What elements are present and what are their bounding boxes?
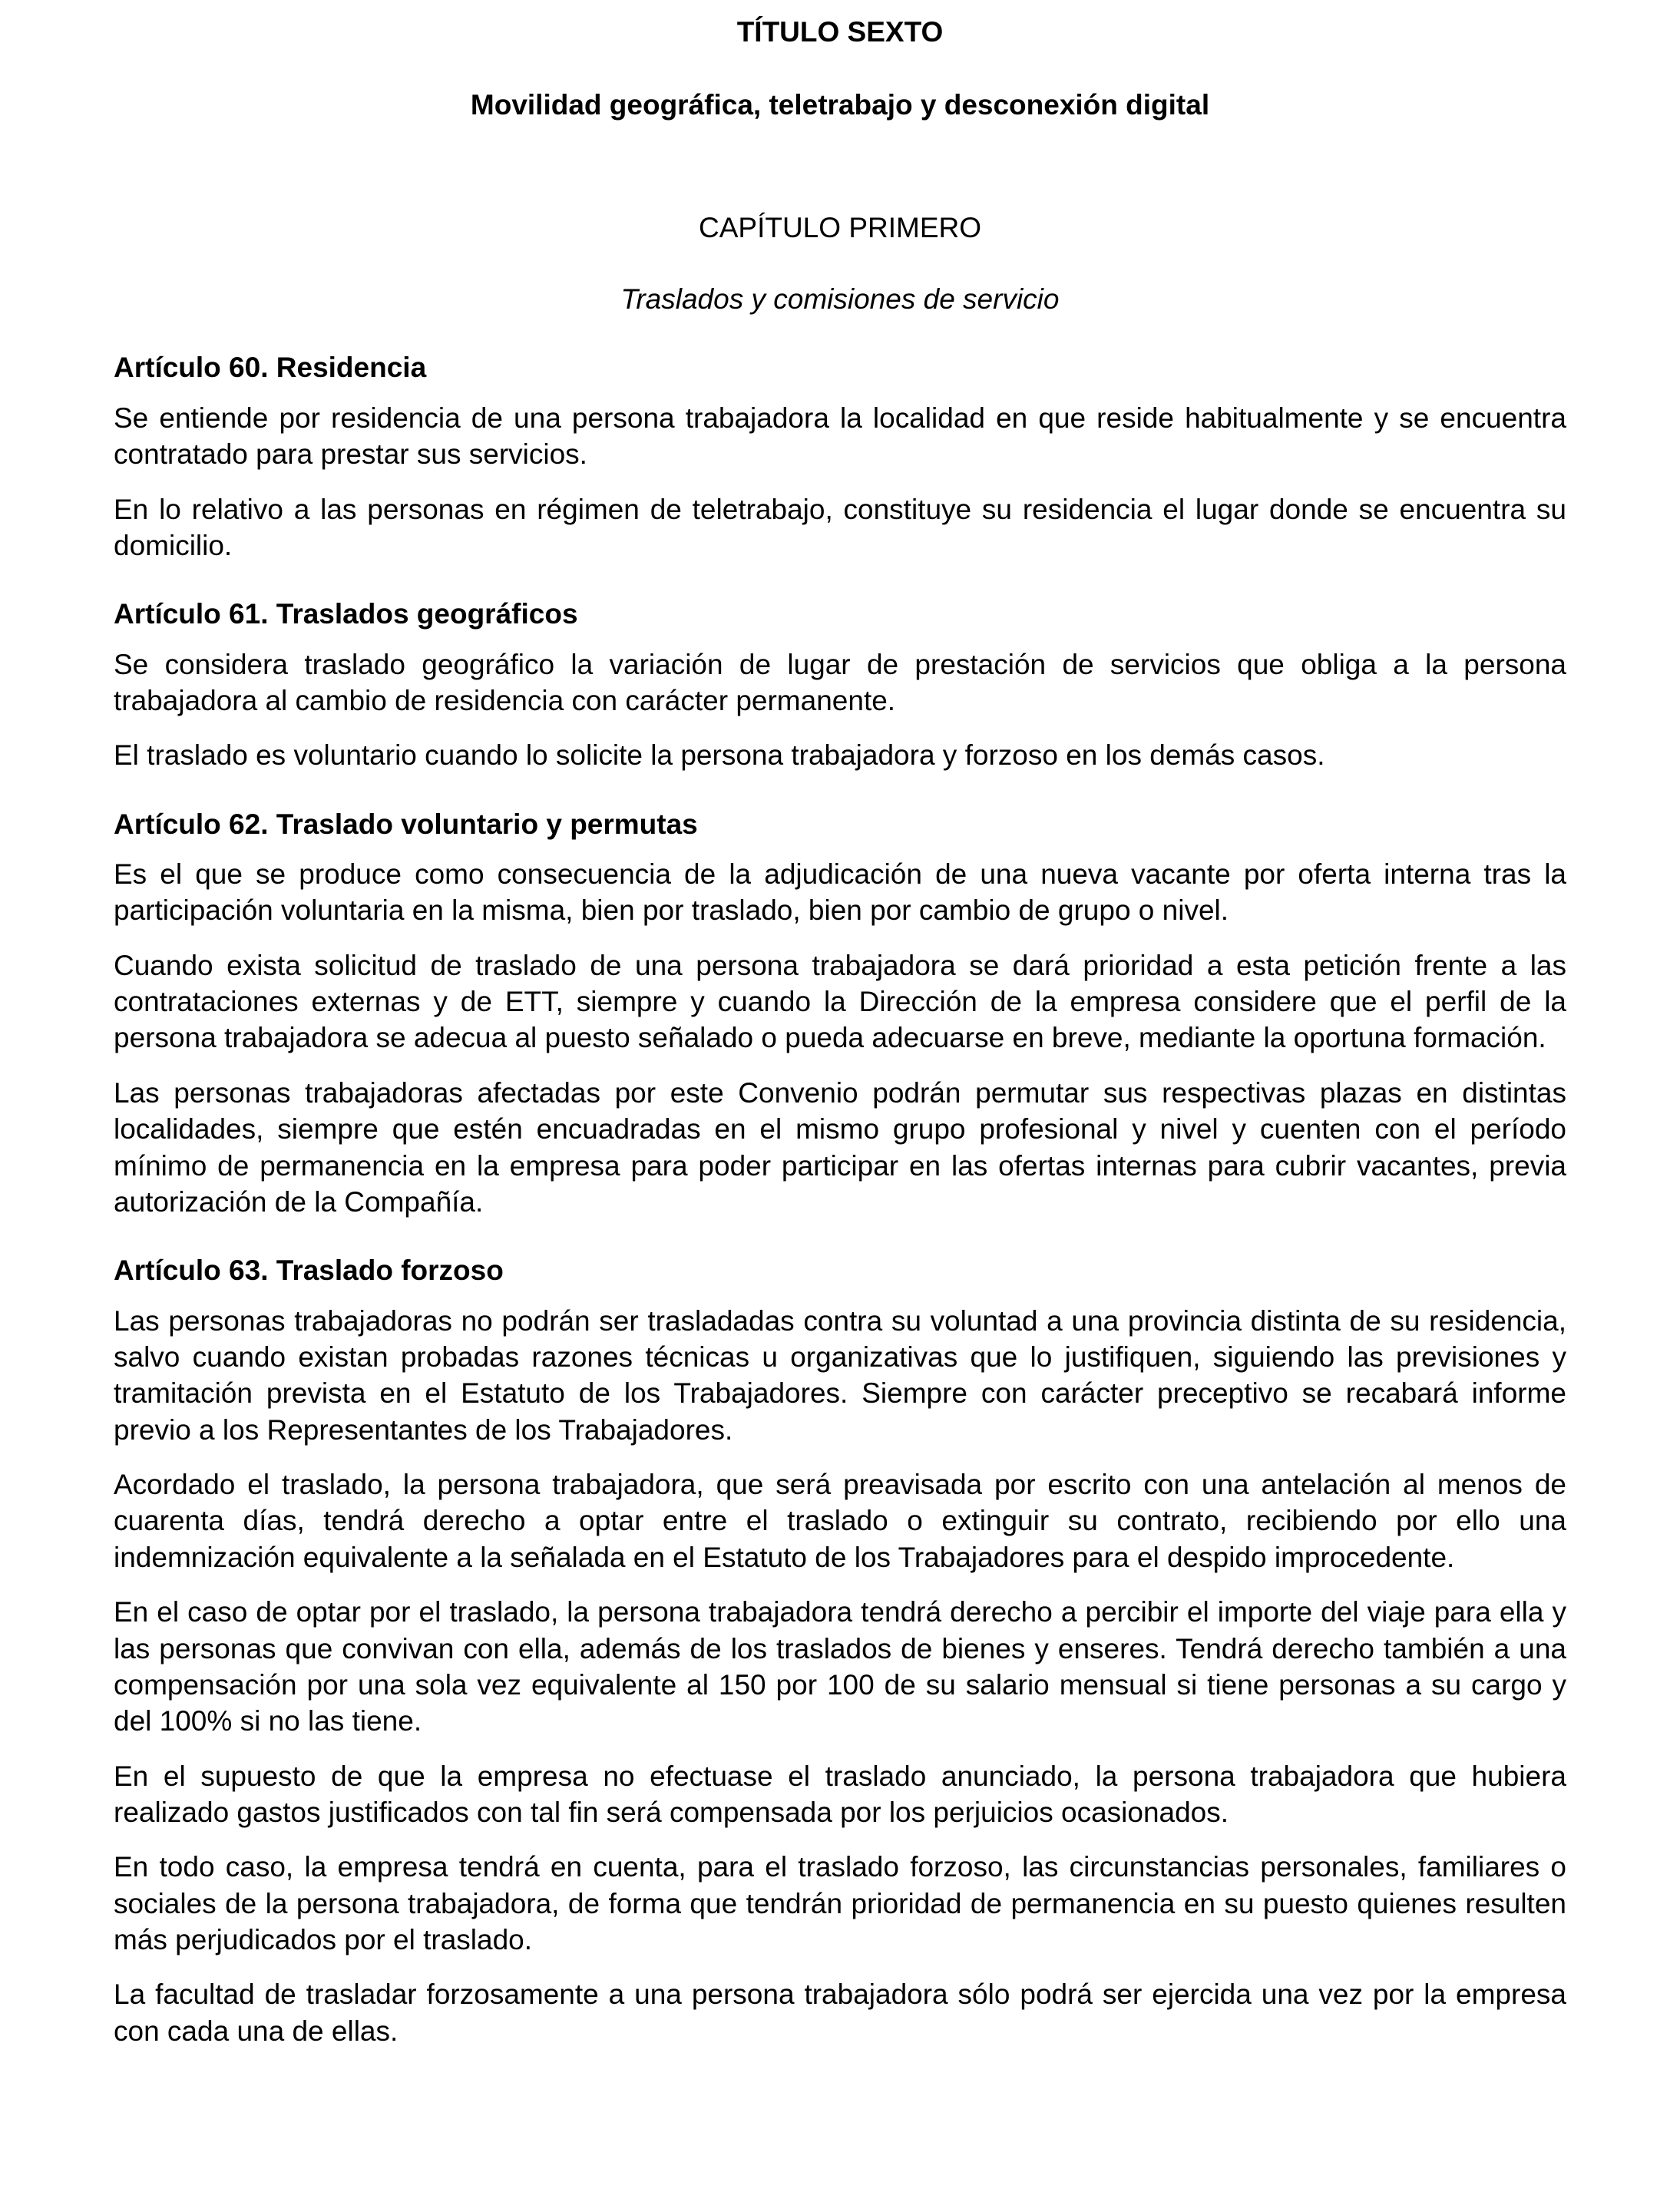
article-63-paragraph-2: Acordado el traslado, la persona trabajadora, que será preavisada por escrito con una antelación al menos de cuarenta días, tendrá derecho a optar entre el traslado o extinguir su contrato, recibiendo por ello una indemnización equivalente a la señalada en el Estatuto de los Trabajadores para el despido improcedente. (114, 1469, 1566, 1573)
article-60 (114, 349, 1566, 564)
chapter-heading: CAPÍTULO PRIMERO (699, 211, 981, 243)
article-63-paragraph-3: En el caso de optar por el traslado, la persona trabajadora tendrá derecho a percibir el importe del viaje para ella y las personas que convivan con ella, además de los traslados de bienes y enseres. Tendrá derecho también a una compensación por una sola vez equivalente al 150 por 100 de su salario mensual si tiene personas a su cargo y del 100% si no las tiene. (114, 1596, 1566, 1737)
article-60-heading: Artículo 60. Residencia (114, 352, 427, 384)
article-60-paragraph-2: En lo relativo a las personas en régimen de teletrabajo, constituye su residencia el lugar donde se encuentra su domicilio. (114, 493, 1566, 561)
article-62-paragraph-2: Cuando exista solicitud de traslado de una persona trabajadora se dará prioridad a esta petición frente a las contrataciones externas y de ETT, siempre y cuando la Dirección de la empresa considere que el perfil de la persona trabajadora se adecua al puesto señalado o pueda adecuarse en breve, mediante la oportuna formación. (114, 949, 1566, 1054)
article-63-paragraph-6: La facultad de trasladar forzosamente a una persona trabajadora sólo podrá ser ejercida una vez por la empresa con cada una de ellas. (114, 1979, 1566, 2047)
article-61-paragraph-2: El traslado es voluntario cuando lo solicite la persona trabajadora y forzoso en los demás casos. (114, 739, 1325, 772)
document-subtitle: Movilidad geográfica, teletrabajo y desconexión digital (470, 89, 1210, 121)
article-63-paragraph-1: Las personas trabajadoras no podrán ser trasladadas contra su voluntad a una provincia distinta de su residencia, salvo cuando existan probadas razones técnicas u organizativas que lo justifiquen, siguiendo las previsiones y tramitación prevista en el Estatuto de los Trabajadores. Siempre con carácter preceptivo se recabará informe previo a los Representantes de los Trabajadores. (114, 1304, 1566, 1446)
article-63 (114, 1252, 1566, 2049)
article-63-heading: Artículo 63. Traslado forzoso (114, 1255, 504, 1287)
article-60-paragraph-1: Se entiende por residencia de una persona trabajadora la localidad en que reside habitualmente y se encuentra contratado para prestar sus servicios. (114, 402, 1566, 471)
article-63-paragraph-5: En todo caso, la empresa tendrá en cuenta, para el traslado forzoso, las circunstancias personales, familiares o sociales de la persona trabajadora, de forma que tendrán prioridad de permanencia en su puesto quienes resulten más perjudicados por el traslado. (114, 1851, 1566, 1956)
article-61-heading: Artículo 61. Traslados geográficos (114, 598, 578, 630)
article-63-paragraph-4: En el supuesto de que la empresa no efectuase el traslado anunciado, la persona trabajadora que hubiera realizado gastos justificados con tal fin será compensada por los perjuicios ocasionados. (114, 1760, 1566, 1828)
document-title: TÍTULO SEXTO (736, 16, 944, 48)
article-62-heading: Artículo 62. Traslado voluntario y permutas (114, 808, 698, 840)
article-62-paragraph-1: Es el que se produce como consecuencia de la adjudicación de una nueva vacante por oferta interna tras la participación voluntaria en la misma, bien por traslado, bien por cambio de grupo o nivel. (114, 858, 1566, 927)
article-62 (114, 806, 1566, 1221)
document-header (114, 14, 1566, 317)
article-62-paragraph-3: Las personas trabajadoras afectadas por este Convenio podrán permutar sus respectivas plazas en distintas localidades, siempre que estén encuadradas en el mismo grupo profesional y nivel y cuenten con el período mínimo de permanencia en la empresa para poder participar en las ofertas internas para cubrir vacantes, previa autorización de la Compañía. (114, 1076, 1566, 1218)
article-61-paragraph-1: Se considera traslado geográfico la variación de lugar de prestación de servicios que obliga a la persona trabajadora al cambio de residencia con carácter permanente. (114, 648, 1566, 716)
chapter-subheading: Traslados y comisiones de servicio (620, 283, 1060, 316)
article-61 (114, 596, 1566, 773)
